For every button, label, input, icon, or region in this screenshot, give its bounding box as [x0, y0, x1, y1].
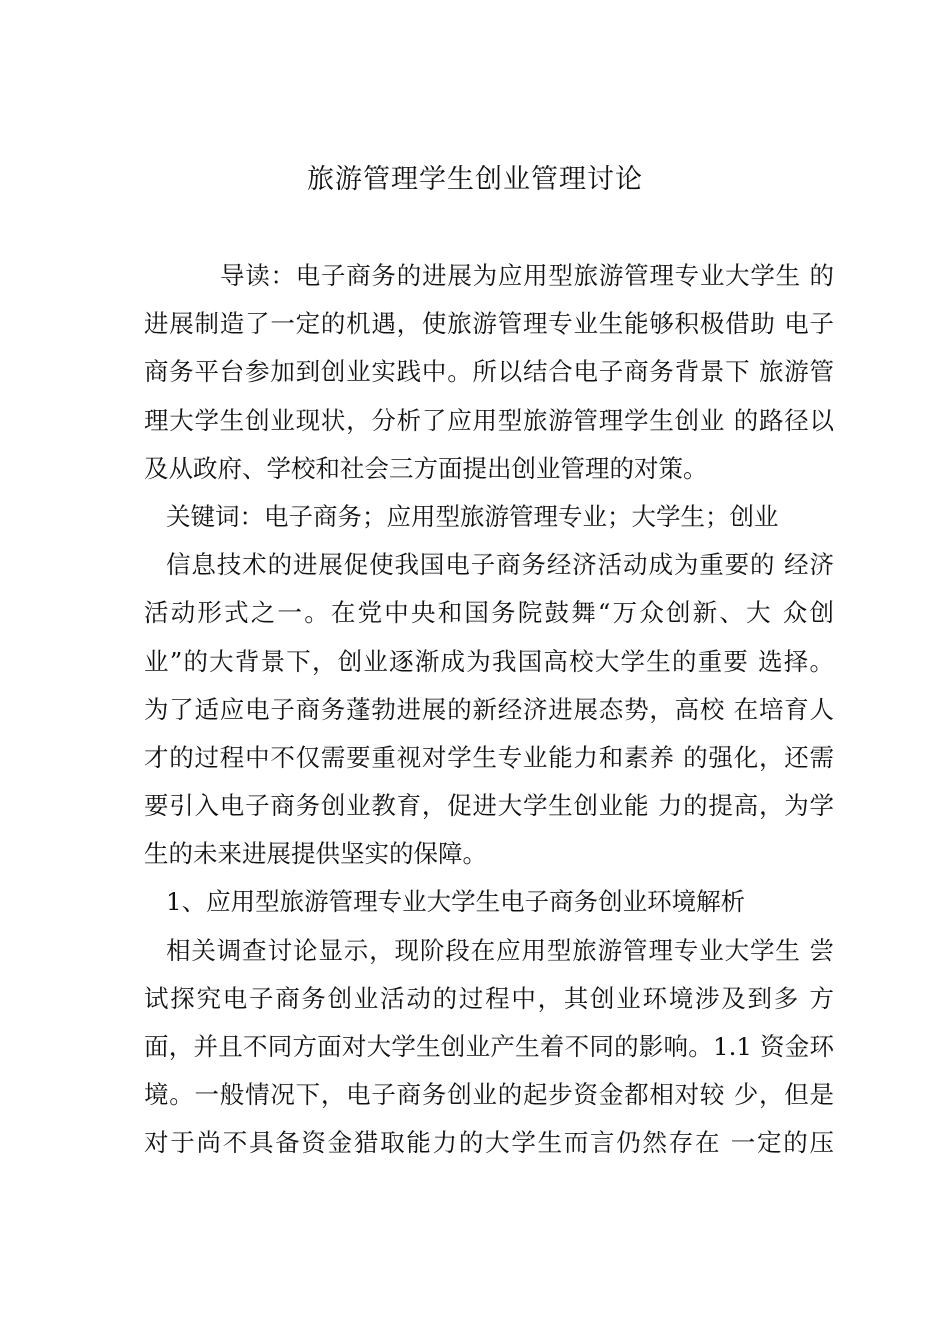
paragraph-line: 商务平台参加到创业实践中。所以结合电子商务背景下 旅游管	[144, 357, 834, 387]
paragraph-line: 相关调查讨论显示，现阶段在应用型旅游管理专业大学生 尝	[166, 935, 834, 965]
paragraph-line: 境。一般情况下，电子商务创业的起步资金都相对较 少，但是	[144, 1080, 834, 1110]
document-body	[144, 252, 834, 1168]
paragraph-line: 为了适应电子商务蓬勃进展的新经济进展态势，高校 在培育人	[144, 694, 834, 724]
document-title: 旅游管理学生创业管理讨论	[307, 164, 643, 195]
paragraph-line: 面，并且不同方面对大学生创业产生着不同的影响。1.1 资金环	[144, 1032, 834, 1061]
keywords-line: 关键词：电子商务；应用型旅游管理专业；大学生；创业	[166, 501, 779, 531]
paragraph-line: 对于尚不具备资金猎取能力的大学生而言仍然存在 一定的压	[144, 1128, 834, 1158]
paragraph-line: 生的未来进展提供坚实的保障。	[144, 839, 487, 869]
section-heading: 1、应用型旅游管理专业大学生电子商务创业环境解析	[166, 887, 746, 917]
paragraph-line: 导读：电子商务的进展为应用型旅游管理专业大学生 的	[220, 261, 834, 290]
paragraph-line: 及从政府、学校和社会三方面提出创业管理的对策。	[144, 453, 708, 483]
paragraph-line: 进展制造了一定的机遇，使旅游管理专业生能够积极借助 电子	[144, 309, 834, 339]
paragraph-line: 试探究电子商务创业活动的过程中，其创业环境涉及到多 方	[144, 983, 834, 1013]
paragraph-line: 业”的大背景下，创业逐渐成为我国高校大学生的重要 选择。	[144, 646, 834, 676]
paragraph-line: 才的过程中不仅需要重视对学生专业能力和素养 的强化，还需	[144, 742, 834, 772]
paragraph-line: 信息技术的进展促使我国电子商务经济活动成为重要的 经济	[166, 550, 834, 580]
paragraph-line: 理大学生创业现状，分析了应用型旅游管理学生创业 的路径以	[144, 405, 834, 435]
paragraph-line: 活动形式之一。在党中央和国务院鼓舞“万众创新、大 众创	[144, 598, 834, 628]
paragraph-line: 要引入电子商务创业教育，促进大学生创业能 力的提高，为学	[144, 791, 834, 821]
